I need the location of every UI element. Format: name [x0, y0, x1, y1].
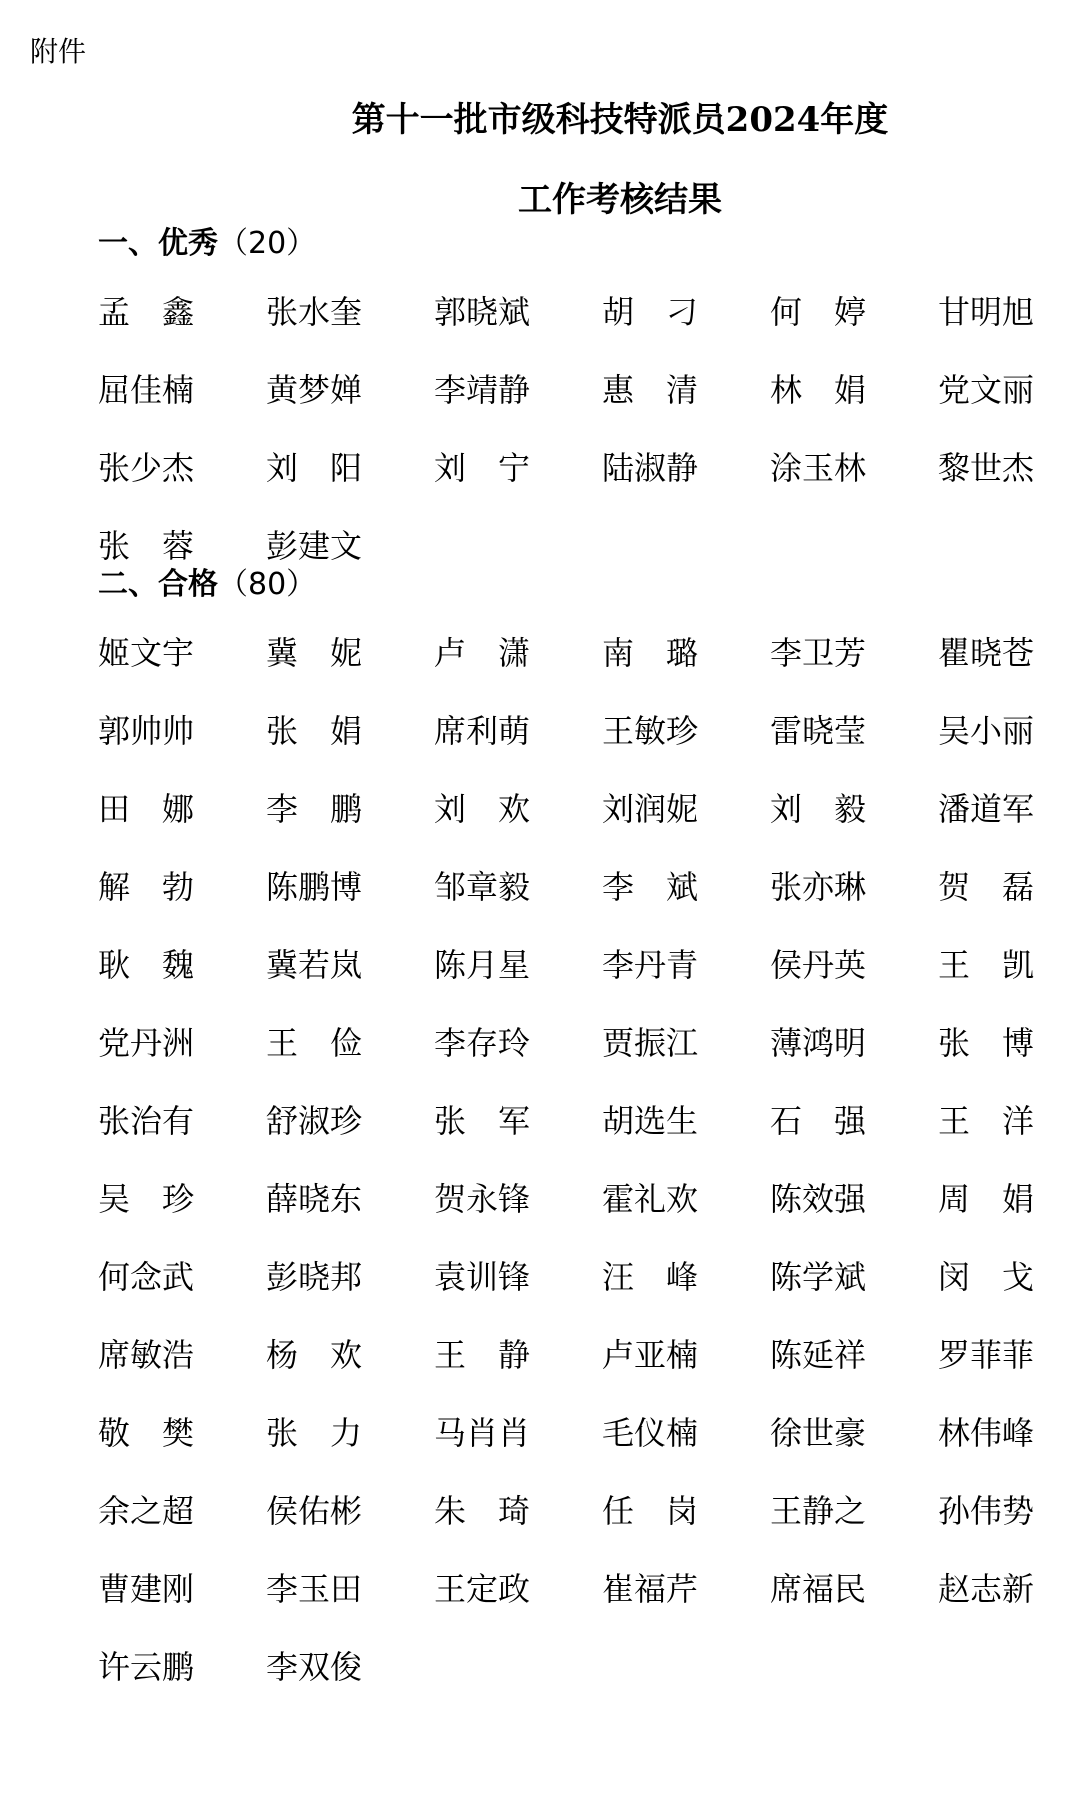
- section-heading-count: （20）: [218, 226, 317, 261]
- person-name: 李 存 玲: [434, 1024, 531, 1062]
- person-name: 邹 章 毅: [434, 868, 531, 906]
- person-name: 张 水 奎: [266, 293, 363, 331]
- person-name: 张 娟: [266, 712, 362, 750]
- section-heading-label: 一、优秀: [98, 226, 218, 261]
- person-name: 徐 世 豪: [770, 1414, 867, 1452]
- person-name: 王 凯: [938, 946, 1034, 984]
- person-name: 张 军: [434, 1102, 530, 1140]
- person-name: 席 利 萌: [434, 712, 531, 750]
- person-name: 袁 训 锋: [434, 1258, 531, 1296]
- person-name: 张 治 有: [98, 1102, 195, 1140]
- person-name: 冀 若 岚: [266, 946, 363, 984]
- person-name: 席 敏 浩: [98, 1336, 195, 1374]
- person-name: 赵 志 新: [938, 1570, 1035, 1608]
- person-name: 李 玉 田: [266, 1570, 363, 1608]
- person-name: 刘 毅: [770, 790, 866, 828]
- person-name: 张 少 杰: [98, 449, 195, 487]
- person-name: 薛 晓 东: [266, 1180, 363, 1218]
- person-name: 李 卫 芳: [770, 634, 867, 672]
- person-name: 李 双 俊: [266, 1648, 363, 1686]
- person-name: 张 力: [266, 1414, 362, 1452]
- person-name: 刘 宁: [434, 449, 530, 487]
- excellent-names-grid: [98, 273, 1048, 585]
- person-name: 林 伟 峰: [938, 1414, 1035, 1452]
- person-name: 贺 永 锋: [434, 1180, 531, 1218]
- person-name: 冀 妮: [266, 634, 362, 672]
- person-name: 何 婷: [770, 293, 866, 331]
- person-name: 侯 丹 英: [770, 946, 867, 984]
- person-name: 黄 梦 婵: [266, 371, 363, 409]
- person-name: 潘 道 军: [938, 790, 1035, 828]
- person-name: 陈 效 强: [770, 1180, 867, 1218]
- attachment-label: 附件: [30, 35, 87, 68]
- person-name: 敬 樊: [98, 1414, 194, 1452]
- person-name: 张 亦 琳: [770, 868, 867, 906]
- person-name: 石 强: [770, 1102, 866, 1140]
- person-name: 毛 仪 楠: [602, 1414, 699, 1452]
- person-name: 贺 磊: [938, 868, 1034, 906]
- person-name: 姬 文 宇: [98, 634, 195, 672]
- person-name: 胡 选 生: [602, 1102, 699, 1140]
- person-name: 陈 月 星: [434, 946, 531, 984]
- person-name: 彭 晓 邦: [266, 1258, 363, 1296]
- person-name: 李 靖 静: [434, 371, 531, 409]
- person-name: 南 璐: [602, 634, 698, 672]
- person-name: 周 娟: [938, 1180, 1034, 1218]
- person-name: 雷 晓 莹: [770, 712, 867, 750]
- person-name: 黎 世 杰: [938, 449, 1035, 487]
- person-name: 党 文 丽: [938, 371, 1035, 409]
- person-name: 卢 亚 楠: [602, 1336, 699, 1374]
- person-name: 侯 佑 彬: [266, 1492, 363, 1530]
- person-name: 霍 礼 欢: [602, 1180, 699, 1218]
- person-name: 席 福 民: [770, 1570, 867, 1608]
- person-name: 李 鹏: [266, 790, 362, 828]
- person-name: 涂 玉 林: [770, 449, 867, 487]
- person-name: 王 洋: [938, 1102, 1034, 1140]
- person-name: 王 定 政: [434, 1570, 531, 1608]
- person-name: 张 博: [938, 1024, 1034, 1062]
- person-name: 舒 淑 珍: [266, 1102, 363, 1140]
- person-name: 惠 清: [602, 371, 698, 409]
- document-title-line-1: 第十一批市级科技特派员2024年度: [351, 100, 889, 140]
- person-name: 任 岗: [602, 1492, 698, 1530]
- person-name: 马 肖 肖: [434, 1414, 531, 1452]
- person-name: 屈 佳 楠: [98, 371, 195, 409]
- person-name: 林 娟: [770, 371, 866, 409]
- person-name: 刘 欢: [434, 790, 530, 828]
- person-name: 闵 戈: [938, 1258, 1034, 1296]
- person-name: 吴 小 丽: [938, 712, 1035, 750]
- person-name: 汪 峰: [602, 1258, 698, 1296]
- person-name: 陆 淑 静: [602, 449, 699, 487]
- section-heading-label: 二、合格: [98, 567, 218, 602]
- person-name: 陈 学 斌: [770, 1258, 867, 1296]
- person-name: 张 蓉: [98, 527, 194, 565]
- person-name: 党 丹 洲: [98, 1024, 195, 1062]
- person-name: 罗 菲 菲: [938, 1336, 1035, 1374]
- person-name: 王 敏 珍: [602, 712, 699, 750]
- person-name: 耿 魏: [98, 946, 194, 984]
- qualified-names-grid: [98, 614, 1048, 1706]
- person-name: 李 丹 青: [602, 946, 699, 984]
- person-name: 刘 润 妮: [602, 790, 699, 828]
- person-name: 瞿 晓 苍: [938, 634, 1035, 672]
- person-name: 余 之 超: [98, 1492, 195, 1530]
- person-name: 彭 建 文: [266, 527, 363, 565]
- person-name: 陈 延 祥: [770, 1336, 867, 1374]
- person-name: 崔 福 芹: [602, 1570, 699, 1608]
- person-name: 郭 晓 斌: [434, 293, 531, 331]
- person-name: 孙 伟 势: [938, 1492, 1035, 1530]
- section-heading-qualified: [98, 563, 316, 607]
- person-name: 田 娜: [98, 790, 194, 828]
- section-heading-count: （80）: [218, 567, 317, 602]
- person-name: 孟 鑫: [98, 293, 194, 331]
- person-name: 何 念 武: [98, 1258, 195, 1296]
- person-name: 刘 阳: [266, 449, 362, 487]
- document-title-line-2: 工作考核结果: [518, 180, 722, 220]
- person-name: 王 静: [434, 1336, 530, 1374]
- person-name: 杨 欢: [266, 1336, 362, 1374]
- person-name: 陈 鹏 博: [266, 868, 363, 906]
- person-name: 贾 振 江: [602, 1024, 699, 1062]
- person-name: 李 斌: [602, 868, 698, 906]
- person-name: 胡 刁: [602, 293, 698, 331]
- person-name: 曹 建 刚: [98, 1570, 195, 1608]
- person-name: 王 静 之: [770, 1492, 867, 1530]
- person-name: 朱 琦: [434, 1492, 530, 1530]
- person-name: 薄 鸿 明: [770, 1024, 867, 1062]
- section-heading-excellent: [98, 222, 316, 266]
- person-name: 吴 珍: [98, 1180, 194, 1218]
- person-name: 王 俭: [266, 1024, 362, 1062]
- person-name: 解 勃: [98, 868, 194, 906]
- person-name: 甘 明 旭: [938, 293, 1035, 331]
- person-name: 郭 帅 帅: [98, 712, 195, 750]
- person-name: 许 云 鹏: [98, 1648, 195, 1686]
- person-name: 卢 潇: [434, 634, 530, 672]
